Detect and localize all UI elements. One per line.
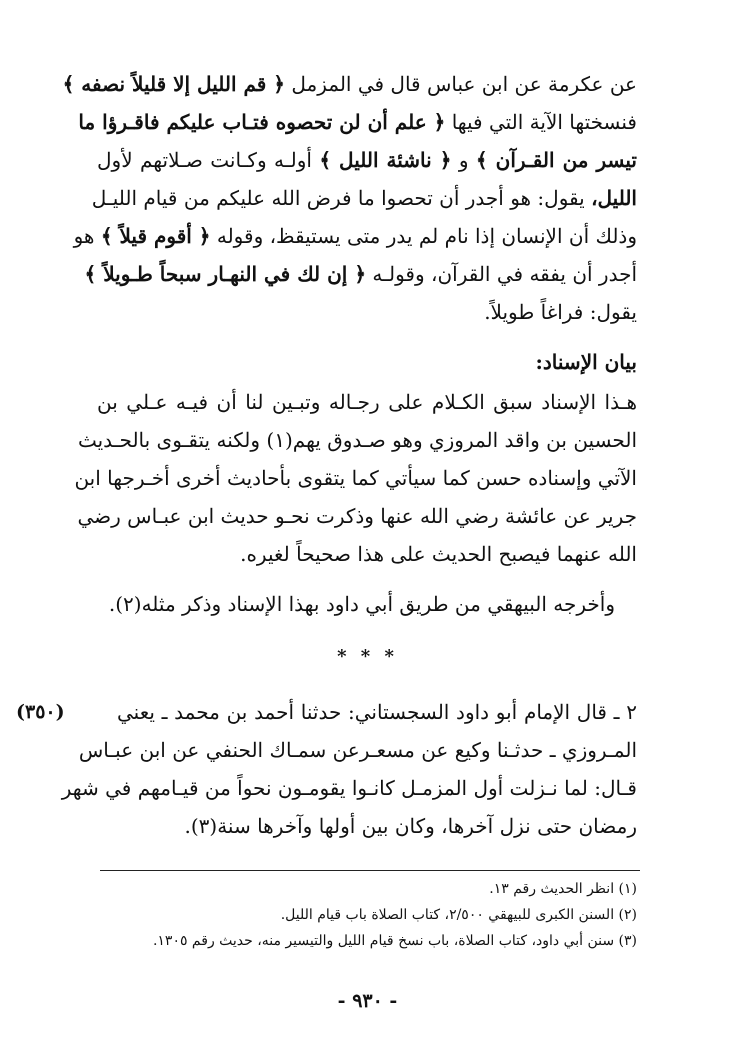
hadith-line-1: ٢ ـ قال الإمام أبو داود السجستاني: حدثنا أحمد بن محمد ـ يعني (117, 700, 637, 724)
footnote-1: (١) انظر الحديث رقم ١٣. (489, 881, 637, 897)
footnote-2: (٢) السنن الكبرى للبيهقي ٢/٥٠٠، كتاب الصلاة باب قيام الليل. (280, 907, 637, 923)
hadith-number: (٣٥٠) (16, 701, 65, 723)
bayhaqi-line: وأخرجه البيهقي من طريق أبي داود بهذا الإسناد وذكر مثله(٢). (108, 592, 615, 616)
quran-quote-2b: تيسر من القـرآن ﴾ (475, 148, 637, 172)
isnad-heading: بيان الإسناد: (535, 350, 637, 374)
quran-quote-1: ﴿ قم الليل إلا قليلاً نصفه ﴾ (62, 72, 286, 96)
tafsir-line-7: يقول: فراغاً طويلاً. (484, 300, 637, 324)
section-separator: * * * (337, 646, 398, 667)
hadith-line-2: المـروزي ـ حدثـنا وكيع عن مسعـرعن سمـاك الحنفي عن ابن عبـاس (78, 738, 637, 762)
hadith-line-3: قـال: لما نـزلت أول المزمـل كانـوا يقومـون نحواً من قيـامهم في شهر (61, 776, 637, 800)
footnote-divider (100, 870, 640, 871)
isnad-line-5: الله عنهما فيصبح الحديث على هذا صحيحاً لغيره. (240, 542, 637, 566)
isnad-line-4: جرير عن عائشة رضي الله عنها وذكرت نحـو حديث ابن عبـاس رضي (77, 504, 637, 528)
tafsir-line-1: عن عكرمة عن ابن عباس قال في المزمل ﴿ قم الليل إلا قليلاً نصفه ﴾ (62, 72, 637, 96)
tafsir-line-2: فنسختها الآية التي فيها ﴿ علم أن لن تحصوه فتـاب عليكم فاقـرؤا ما (78, 110, 637, 134)
quran-quote-2a: ﴿ علم أن لن تحصوه فتـاب عليكم فاقـرؤا ما (78, 110, 446, 134)
quran-quote-4: ﴿ أقوم قيلاً ﴾ (100, 224, 211, 248)
quran-quote-3: ﴿ ناشئة الليل ﴾ (319, 148, 452, 172)
tafsir-line-6: أجدر أن يفقه في القرآن، وقولـه ﴿ إن لك في النهـار سبحاً طـويلاً ﴾ (84, 262, 637, 286)
isnad-line-2: الحسين بن واقد المروزي وهو صـدوق يهم(١) ولكنه يتقـوى بالحـديث (77, 428, 637, 452)
tafsir-line-3: تيسر من القـرآن ﴾ و ﴿ ناشئة الليل ﴾ أولـه وكـانت صـلاتهم لأول (97, 148, 637, 172)
isnad-line-1: هـذا الإسناد سبق الكـلام على رجـاله وتبـين لنا أن فيـه عـلي بن (97, 390, 637, 414)
page-number: - ٩٣٠ - (337, 990, 398, 1012)
quran-quote-5: ﴿ إن لك في النهـار سبحاً طـويلاً ﴾ (84, 262, 367, 286)
tafsir-line-5: وذلك أن الإنسان إذا نام لم يدر متى يستيقظ، وقوله ﴿ أقوم قيلاً ﴾ هو (73, 224, 637, 248)
footnote-3: (٣) سنن أبي داود، كتاب الصلاة، باب نسخ قيام الليل والتيسير منه، حديث رقم ١٣٠٥. (152, 933, 637, 949)
tafsir-line-4: الليل، يقول: هو أجدر أن تحصوا ما فرض الله عليكم من قيام الليـل (91, 186, 637, 210)
isnad-line-3: الآتي وإسناده حسن كما سيأتي كما يتقوى بأحاديث أخرى أخـرجها ابن (74, 466, 637, 490)
hadith-line-4: رمضان حتى نزل آخرها، وكان بين أولها وآخرها سنة(٣). (184, 814, 637, 838)
